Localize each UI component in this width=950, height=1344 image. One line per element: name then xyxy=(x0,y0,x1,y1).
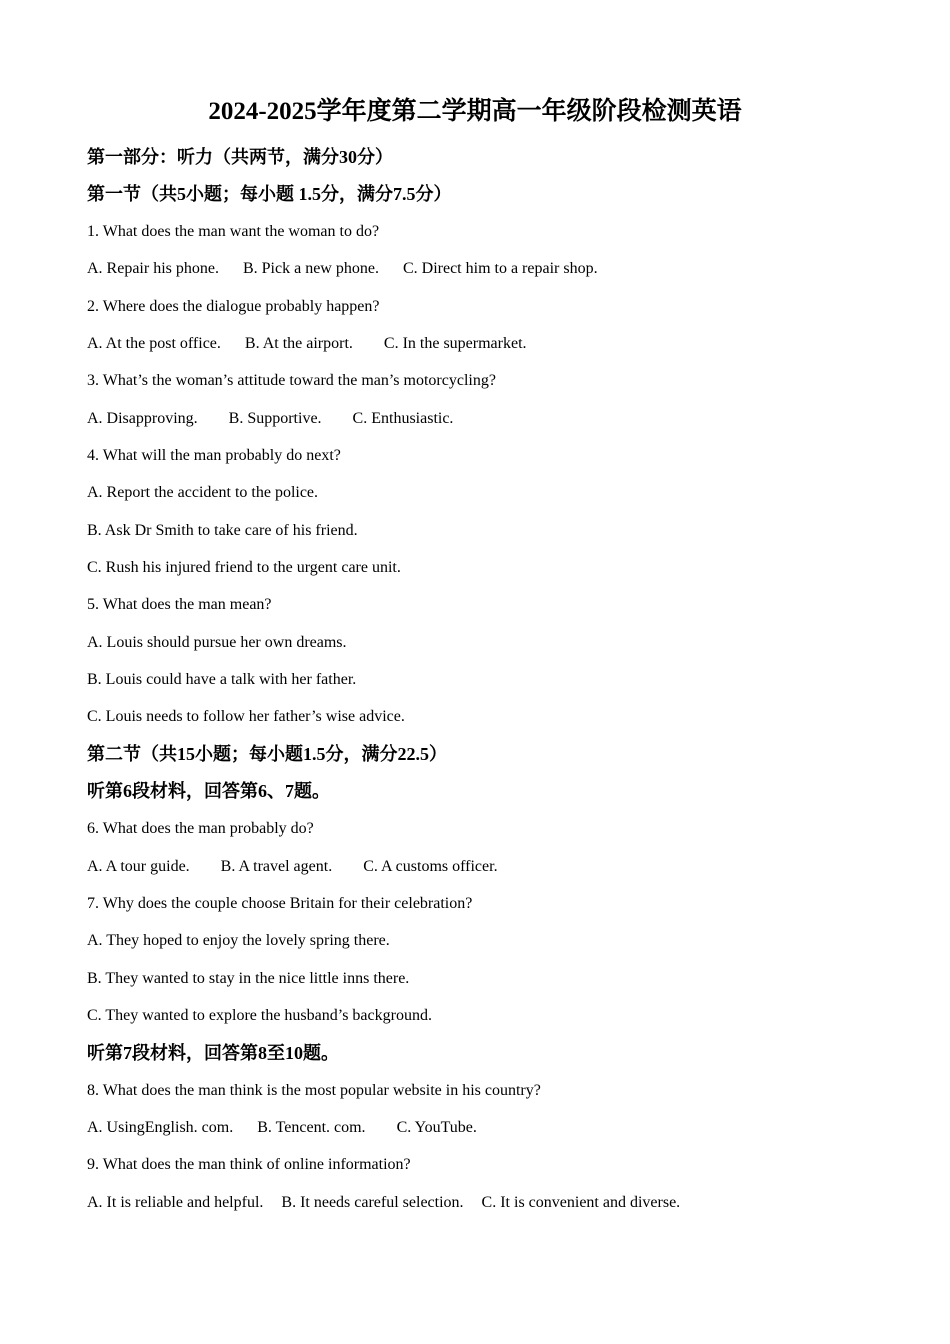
option-c: C. They wanted to explore the husband’s background. xyxy=(87,1007,432,1024)
question-options xyxy=(87,1117,477,1139)
option-b: B. Supportive. xyxy=(228,410,322,427)
option-a: A. Report the accident to the police. xyxy=(87,484,319,501)
option-b: B. It needs careful selection. xyxy=(281,1194,464,1211)
option-c: C. In the supermarket. xyxy=(383,335,527,352)
part1-heading: 第一部分：听力（共两节，满分30分） xyxy=(87,147,393,167)
option-a: A. At the post office. xyxy=(87,335,221,352)
question-options xyxy=(87,856,498,878)
option-a: A. A tour guide. xyxy=(87,858,190,875)
option-a: A. It is reliable and helpful. xyxy=(87,1194,264,1211)
option-b: B. At the airport. xyxy=(244,335,353,352)
question-options xyxy=(87,333,527,355)
question-stem: 2. Where does the dialogue probably happen? xyxy=(87,298,380,315)
question-stem: 3. What’s the woman’s attitude toward the man’s motorcycling? xyxy=(87,372,496,389)
option-b: B. They wanted to stay in the nice little inns there. xyxy=(87,970,410,987)
option-c: C. Rush his injured friend to the urgent care unit. xyxy=(87,559,401,576)
option-b: B. Tencent. com. xyxy=(257,1119,366,1136)
page-title: 2024-2025学年度第二学期高一年级阶段检测英语 xyxy=(208,98,742,125)
option-c: C. A customs officer. xyxy=(363,858,498,875)
option-b: B. A travel agent. xyxy=(220,858,333,875)
option-c: C. Louis needs to follow her father’s wise advice. xyxy=(87,708,405,725)
section1-heading: 第一节（共5小题；每小题 1.5分，满分7.5分） xyxy=(87,184,452,204)
question-stem: 7. Why does the couple choose Britain for their celebration? xyxy=(87,895,473,912)
question-options xyxy=(87,1192,680,1214)
option-c: C. YouTube. xyxy=(396,1119,477,1136)
option-b: B. Pick a new phone. xyxy=(242,260,379,277)
question-stem: 5. What does the man mean? xyxy=(87,596,272,613)
question-options xyxy=(87,258,598,280)
option-a: A. UsingEnglish. com. xyxy=(87,1119,234,1136)
option-a: A. They hoped to enjoy the lovely spring there. xyxy=(87,932,390,949)
question-options xyxy=(87,408,453,430)
question-stem: 9. What does the man think of online information? xyxy=(87,1156,411,1173)
option-a: A. Louis should pursue her own dreams. xyxy=(87,634,347,651)
question-stem: 6. What does the man probably do? xyxy=(87,820,314,837)
section2-heading: 第二节（共15小题；每小题1.5分，满分22.5） xyxy=(87,744,447,764)
option-c: C. Enthusiastic. xyxy=(352,410,454,427)
option-a: A. Repair his phone. xyxy=(87,260,219,277)
option-c: C. It is convenient and diverse. xyxy=(481,1194,681,1211)
option-b: B. Louis could have a talk with her father. xyxy=(87,671,357,688)
group7-heading: 听第7段材料，回答第8至10题。 xyxy=(87,1043,339,1063)
option-c: C. Direct him to a repair shop. xyxy=(402,260,598,277)
option-b: B. Ask Dr Smith to take care of his friend. xyxy=(87,522,358,539)
question-stem: 8. What does the man think is the most popular website in his country? xyxy=(87,1082,541,1099)
option-a: A. Disapproving. xyxy=(87,410,198,427)
group6-heading: 听第6段材料，回答第6、7题。 xyxy=(87,781,330,801)
question-stem: 4. What will the man probably do next? xyxy=(87,447,341,464)
question-stem: 1. What does the man want the woman to do? xyxy=(87,223,380,240)
